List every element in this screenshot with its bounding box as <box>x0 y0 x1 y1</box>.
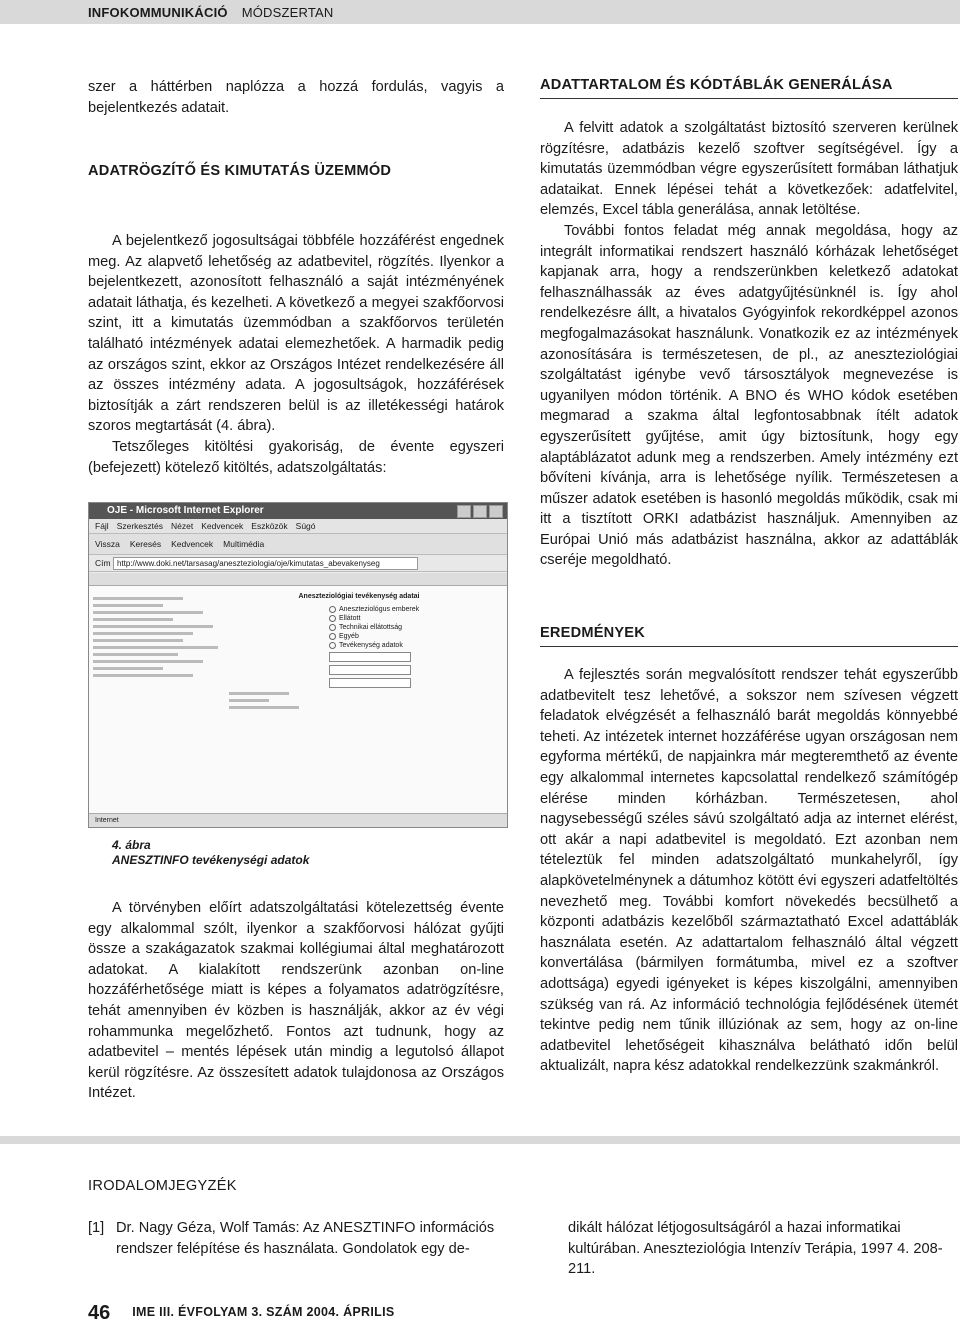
radio-option: Ellátott <box>329 615 489 622</box>
journal-info: IME III. ÉVFOLYAM 3. SZÁM 2004. ÁPRILIS <box>132 1305 395 1319</box>
divider <box>0 1136 960 1144</box>
address-field: http://www.doki.net/tarsasag/aneszteziologia/oje/kimutatas_abevakenyseg <box>113 557 418 570</box>
paragraph: A felvitt adatok a szolgáltatást biztosító szerveren kerülnek rögzítésre, adatbázis kezelő szoftver segítségével. Így a kimutatás üzemmódban végre egyszerűsített formában láthatjuk adataikat. Ennek lépései tehát a következőek: adatfelvitel, elemzés, Excel tábla generálása, annak letöltése. <box>540 120 958 219</box>
section-header-bar <box>0 0 960 24</box>
reference-1 <box>88 1218 504 1259</box>
reference-1-continued: dikált hálózat létjogosultságáról a hazai informatikai kultúrában. Aneszteziológia Intenzív Terápia, 1997 4. 208-211. <box>568 1220 943 1278</box>
page-number: 46 <box>88 1302 111 1324</box>
tab-strip <box>89 573 507 586</box>
menu-item: Eszközök <box>251 521 288 531</box>
page-content <box>89 573 507 813</box>
right-column-bottom <box>540 665 958 1077</box>
radio-icon <box>329 633 336 640</box>
maximize-icon <box>473 505 487 518</box>
caption-text: ANESZTINFO tevékenységi adatok <box>112 853 310 867</box>
left-column-top <box>88 77 504 118</box>
reference-text: Dr. Nagy Géza, Wolf Tamás: Az ANESZTINFO információs rendszer felépítése és használata. Gondolatok egy de- <box>116 1220 495 1257</box>
section-secondary: MÓDSZERTAN <box>241 5 334 20</box>
caption-number: 4. ábra <box>112 838 151 852</box>
activity-form <box>229 593 489 713</box>
right-column-top <box>540 118 958 571</box>
radio-option: Tevékenység adatok <box>329 642 489 649</box>
toolbar-item: Kedvencek <box>171 539 214 549</box>
references-heading: IRODALOMJEGYZÉK <box>88 1178 237 1194</box>
left-column-body <box>88 231 504 478</box>
close-icon <box>489 505 503 518</box>
menu-bar <box>89 519 507 534</box>
window-titlebar <box>89 503 507 519</box>
menu-item: Fájl <box>95 521 109 531</box>
address-label: Cím <box>95 558 111 568</box>
menu-item: Kedvencek <box>201 521 244 531</box>
menu-item: Nézet <box>171 521 194 531</box>
radio-option: Egyéb <box>329 633 489 640</box>
paragraph: Tetszőleges kitöltési gyakoriság, de évente egyszeri (befejezett) kötelező kitöltés, adatszolgáltatás: <box>88 438 504 476</box>
radio-option: Technikai ellátottság <box>329 624 489 631</box>
paragraph: A törvényben előírt adatszolgáltatási kötelezettség évente egy alkalommal szólt, ilyenkor a szakfőorvosi hálózat gyűjti össze a szakágazatok szakmai kollégiumai által meghatározott adatokat. A kialakított rendszerünk azonban on-line hozzáférhetősége miatt is képes a folyamatos adatrögzítésre, tehát amennyiben év közben is használják, akkor az év végi rohammunka megelőzhető. Fontos azt tudnunk, hogy az adatbevitel – mentés lépések után mindig a legutolsó állapot kerül rögzítésre. Az összesített adatok tulajdonosa az Országos Intézet. <box>88 900 504 1102</box>
window-title: OJE - Microsoft Internet Explorer <box>107 505 264 516</box>
status-text: Internet <box>95 817 119 824</box>
paragraph: További fontos feladat még annak megoldása, hogy az integrált informatikai rendszert használó kórházak lehetőséget kapjanak arra, hogy a rendszerünkben keletkező adatokat felhasználhassák az éves adatgyűjtésünknél is. Így ahol rendelkezésre állt, a hivatalos Gyógyinfok rekordképpel azonos megfogalmazásokat használunk. Vonatkozik ez az intézmények azonosítására is természetesen, de pl., az aneszteziológiai szolgáltatást igénybe vevő társosztályok megnevezése is ugyanilyen módon történik. A BNO és WHO kódok esetében megmarad a szakma által legfontosabbnak ítélt adatok egyszerűsített gyűjtése, amit úgy biztosítunk, hogy egy alaptáblázatot adunk meg a rendszerben. Amely intézmény ezt bővíteni kívánja, arra is lehetősége nyílik. Természetesen a műszer adatok esetében is hasonló megoldás működik, csak mi itt a tisztított ORKI adatbázist használjuk. Amennyiben az Európai Unió más adatbázist használna, akkor az adattáblák cseréje megoldható. <box>540 222 958 569</box>
minimize-icon <box>457 505 471 518</box>
paragraph: A fejlesztés során megvalósított rendszer tehát egyszerűbb adatbevitelt tesz lehetővé, a sokszor nem szívesen végzett feladatok elvégzését a felhasználó barát megoldás könnyebbé teheti. Az intézetek internet hozzáférése ugyan országosan nem egyforma mértékű, de napjainkra már megteremthető az évente egy alkalommal internetes kapcsolattal rendelkező számítógép elérése minden kórházban. Természetesen, ahol nagysebességű széles sávú szolgáltató adja az internet elérést, ott akár a napi adatbevitel is megoldató. Ezt azonban nem tételeztük fel minden adatszolgáltató munkahelyről, így alapkövetelménynek a dátumhoz kötött évi egyszeri adatfeltöltés nevezhető meg. További komfort növekedés becsülhető a központi adatbázis kezelőből származtatható Excel adattáblák használata esetén. Az adattartalom felhasználó által végzett konvertálása (bármilyen formátumba, mivel ez a szoftver adottsága) egyedi igényeket is képes kiszolgálni, amennyiben szükség van rá. Az információ technológia fejlődésének ütemét tekintve pedig nem tűnik illúziónak az sem, hogy az on-line adatbevitel lehetőségeit kihasználva belátható időn belül aktualizált, napra kész adatokkal rendelkezzünk szakmánkról. <box>540 667 958 1075</box>
menu-item: Szerkesztés <box>116 521 163 531</box>
form-title: Aneszteziológiai tevékenység adatai <box>298 593 420 600</box>
sidebar-lines <box>93 593 223 681</box>
select-box <box>329 678 411 688</box>
figure-screenshot <box>88 502 508 828</box>
select-box <box>329 652 411 662</box>
heading-adatrogzito: ADATRÖGZÍTŐ ÉS KIMUTATÁS ÜZEMMÓD <box>88 163 392 179</box>
radio-icon <box>329 642 336 649</box>
radio-icon <box>329 624 336 631</box>
window-controls <box>455 505 503 524</box>
select-box <box>329 665 411 675</box>
paragraph: A bejelentkező jogosultságai többféle hozzáférést engednek meg. Az alapvető lehetőség az adatbevitel, rögzítés. Ilyenkor a bejelentkezett, azonosított felhasználó a saját intézményének adatait láthatja, és kezelheti. A következő a megyei szakfőorvosi szint, itt a kimutatás üzemmódban a szakfőorvos területén található intézmények adatai elemezhetőek. A harmadik pedig az országos szint, ekkor az Országos Intézet rendelkezésére áll az összes intézmény adata. A jogosultságok, hozzáférések biztosítják a zárt rendszeren belül is az illetékességi határok szoros megtartását (4. ábra). <box>88 233 504 435</box>
toolbar <box>89 534 507 555</box>
toolbar-item: Vissza <box>95 539 120 549</box>
radio-icon <box>329 615 336 622</box>
status-bar <box>89 813 508 827</box>
heading-adattartalom: ADATTARTALOM ÉS KÓDTÁBLÁK GENERÁLÁSA <box>540 77 958 99</box>
toolbar-item: Multimédia <box>223 539 265 549</box>
radio-option: Aneszteziológus emberek <box>329 606 489 613</box>
toolbar-item: Keresés <box>129 539 162 549</box>
figure-caption <box>112 838 309 868</box>
reference-number: [1] <box>88 1220 105 1236</box>
address-bar <box>89 555 507 572</box>
menu-item: Súgó <box>295 521 316 531</box>
radio-icon <box>329 606 336 613</box>
heading-eredmenyek: EREDMÉNYEK <box>540 625 958 647</box>
paragraph: szer a háttérben naplózza a hozzá fordulás, vagyis a bejelentkezés adatait. <box>88 79 504 116</box>
left-column-bottom <box>88 898 504 1104</box>
page-footer <box>88 1302 394 1325</box>
section-primary: INFOKOMMUNIKÁCIÓ <box>88 5 228 20</box>
section-label <box>88 5 334 20</box>
